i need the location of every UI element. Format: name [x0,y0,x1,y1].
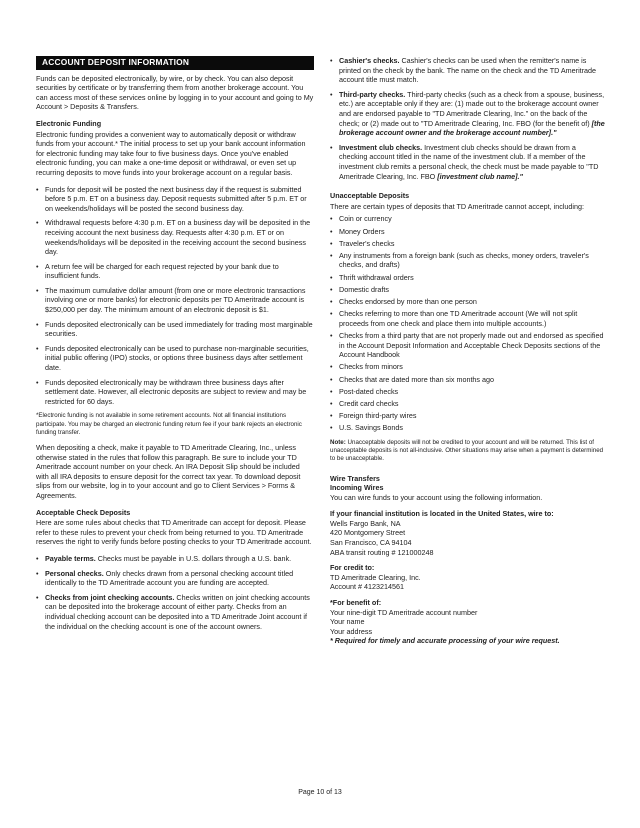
list-item: • Credit card checks [330,399,606,409]
list-item: • Thrift withdrawal orders [330,273,606,283]
wire-transfers-heading: Wire Transfers [330,473,380,483]
list-item: • Withdrawal requests before 4:30 p.m. ET on a business day will be deposited in the receiving account the next business day. Requests after 4:30 p.m. ET or on weekends/holidays will be deposited in the receiving account the second business day. [36,218,314,256]
list-item [36,569,314,588]
item-text: Investment club checks should be drawn from a checking account titled in the name of the investment club. If a member of the investment club remits a personal check, the check must be made payable to "TD Ameritrade Clearing, Inc. FBO [339,142,599,181]
list-item [330,90,606,138]
benefit-line: Your name [330,617,365,627]
benefit-of-lines [330,608,606,646]
benefit-line: Your nine-digit TD Ameritrade account number [330,607,478,617]
list-item: • The maximum cumulative dollar amount (from one or more electronic transactions involving one or more banks) for electronic deposits per TD Ameritrade account is $250,000 per day. The minimum amount of an electronic deposit is $1. [36,286,314,315]
item-text: Cashier's checks can be used when the remitter's name is printed on the check by the bank. The name on the check and the TD Ameritrade account title must match. [339,56,597,85]
unacceptable-deposits-paragraph: There are certain types of deposits that TD Ameritrade cannot accept, including: [330,201,584,211]
page-number: Page 10 of 13 [298,789,342,796]
list-item: • Checks referring to more than one TD Ameritrade account (We will not split proceeds from one check and place them into multiple accounts.) [330,309,606,328]
benefit-of-heading: *For benefit of: [330,598,382,608]
list-item: • Traveler's checks [330,239,606,249]
item-text: Third-party checks (such as a check from a spouse, business, etc.) are acceptable only if they are: (1) made out to the brokerage account owner and are endorsed payable to "TD Ameritrade Clearing, Inc." on the back of the check; or (2) made out to "TD Ameritrade Clearing, Inc. FBO (for the benefit of) [339,89,605,128]
item-tail: [investment club name]." [437,171,523,181]
list-item: • Checks endorsed by more than one person [330,297,606,307]
us-institution-heading: If your financial institution is located in the United States, wire to: [330,509,554,519]
bank-line: ABA transit routing # 121000248 [330,547,434,557]
unacceptable-deposits-list [330,214,606,433]
intro-paragraph: Funds can be deposited electronically, by wire, or by check. You can also deposit securities by certificate or by transferring them from another brokerage account. You can access most of these services online by logging in to your account and going to My Account > Deposits & Transfers. [36,73,314,112]
electronic-funding-footnote: *Electronic funding is not available in some retirement accounts. Not all financial institutions participate. You may be charged an electronic funding return fee if your bank rejects an electronic funding transfer. [36,412,302,436]
electronic-funding-paragraph: Electronic funding provides a convenient way to automatically deposit or withdraw funds from your account.* The initial process to set up your bank account information for electronic funding may take four to five business days. Once you've enabled electronic funding, you can make a one-time deposit or withdrawal, or even set up recurring deposits to move funds into your brokerage account on a regular basis. [36,129,306,177]
item-text: Checks must be payable in U.S. dollars through a U.S. bank. [95,553,292,563]
item-text: Checks written on joint checking accounts can be deposited into the brokerage account of either party. Checks from an individual checking account can be deposited into a TD Ameritrade Joint account if the individual on the checking account is one of the account owners. [45,592,310,631]
bank-line: Wells Fargo Bank, NA [330,518,401,528]
list-item: • Funds deposited electronically can be used to purchase non-marginable securities, initial public offering (IPO) stocks, or options three business days after settlement date. [36,344,314,373]
item-term: Third-party checks. [339,89,406,99]
list-item: • Checks that are dated more than six months ago [330,375,606,385]
list-item: • Foreign third-party wires [330,411,606,421]
wire-paragraph: You can wire funds to your account using the following information. [330,492,543,502]
electronic-funding-list [36,185,314,407]
credit-line: TD Ameritrade Clearing, Inc. [330,572,421,582]
list-item: • Funds for deposit will be posted the next business day if the request is submitted before 5 p.m. ET on a business day. Deposit requests submitted after 5 p.m. ET or on weekends/holidays will be posted the second business day. [36,185,314,214]
acceptable-checks-paragraph: Here are some rules about checks that TD Ameritrade can accept for deposit. Please refer to these rules to prevent your check from being returned to you. TD Ameritrade reserves the right to verify funds before posting checks to your TD Ameritrade account. [36,518,312,547]
incoming-wires-heading: Incoming Wires [330,483,384,493]
unacceptable-deposits-heading: Unacceptable Deposits [330,191,410,201]
credit-to-heading: For credit to: [330,563,375,573]
item-term: Checks from joint checking accounts. [45,592,175,602]
section-title-bar: ACCOUNT DEPOSIT INFORMATION [36,56,314,70]
list-item: • Domestic drafts [330,285,606,295]
list-item: • Coin or currency [330,214,606,224]
list-item: • A return fee will be charged for each request rejected by your bank due to insufficient funds. [36,262,314,281]
acceptable-checks-heading: Acceptable Check Deposits [36,507,131,517]
bank-line: 420 Montgomery Street [330,528,406,538]
left-column [36,56,314,637]
required-note: * Required for timely and accurate processing of your wire request. [330,636,560,646]
list-item: • Money Orders [330,227,606,237]
list-item: • Checks from minors [330,362,606,372]
check-deposit-paragraph: When depositing a check, make it payable to TD Ameritrade Clearing, Inc., unless otherwise stated in the rules that follow this paragraph. Be sure to include your TD Ameritrade account number on your check. An IRA Deposit Slip should be included with all IRA deposits to ensure deposit for the correct tax year. To download deposit slips from our website, log in to your account and go to Client Services > Forms & Agreements. [36,443,301,500]
acceptable-checks-list-continued [330,56,606,181]
item-term: Cashier's checks. [339,56,400,65]
item-text: Only checks drawn from a personal checking account titled identically to the TD Ameritrade account you are funding are accepted. [45,568,294,588]
item-term: Investment club checks. [339,142,423,152]
bank-address [330,519,606,557]
list-item: • Checks from a third party that are not properly made out and endorsed as specified in the Account Deposit Information and Acceptable Check Deposits sections of the Account Handbook [330,331,606,360]
benefit-line: Your address [330,626,373,636]
item-term: Personal checks. [45,568,104,578]
list-item [36,554,314,564]
list-item: • U.S. Savings Bonds [330,423,606,433]
list-item [330,56,606,85]
right-column [330,56,606,646]
credit-line: Account # 4123214561 [330,582,404,592]
note-label: Note: [330,438,346,446]
list-item [330,143,606,181]
list-item: • Post-dated checks [330,387,606,397]
unacceptable-note [330,439,606,464]
bank-line: San Francisco, CA 94104 [330,538,412,548]
list-item: • Any instruments from a foreign bank (such as checks, money orders, traveler's checks, and drafts) [330,251,606,270]
note-text: Unacceptable deposits will not be credited to your account and will be returned. This list of unacceptable deposits is not all-inclusive. Other situations may arise when a payment is determined to be unacceptable. [330,438,604,463]
acceptable-checks-list [36,554,314,631]
item-term: Payable terms. [45,553,96,563]
credit-to-lines [330,573,606,592]
list-item: • Funds deposited electronically may be withdrawn three business days after settlement date. However, all electronic deposits are subject to review and may be restricted for 60 days. [36,378,314,407]
list-item: • Funds deposited electronically can be used immediately for trading most marginable securities. [36,320,314,339]
item-tail: [the brokerage account owner and the brokerage account number]." [339,118,605,138]
list-item [36,593,314,631]
electronic-funding-heading: Electronic Funding [36,118,102,128]
